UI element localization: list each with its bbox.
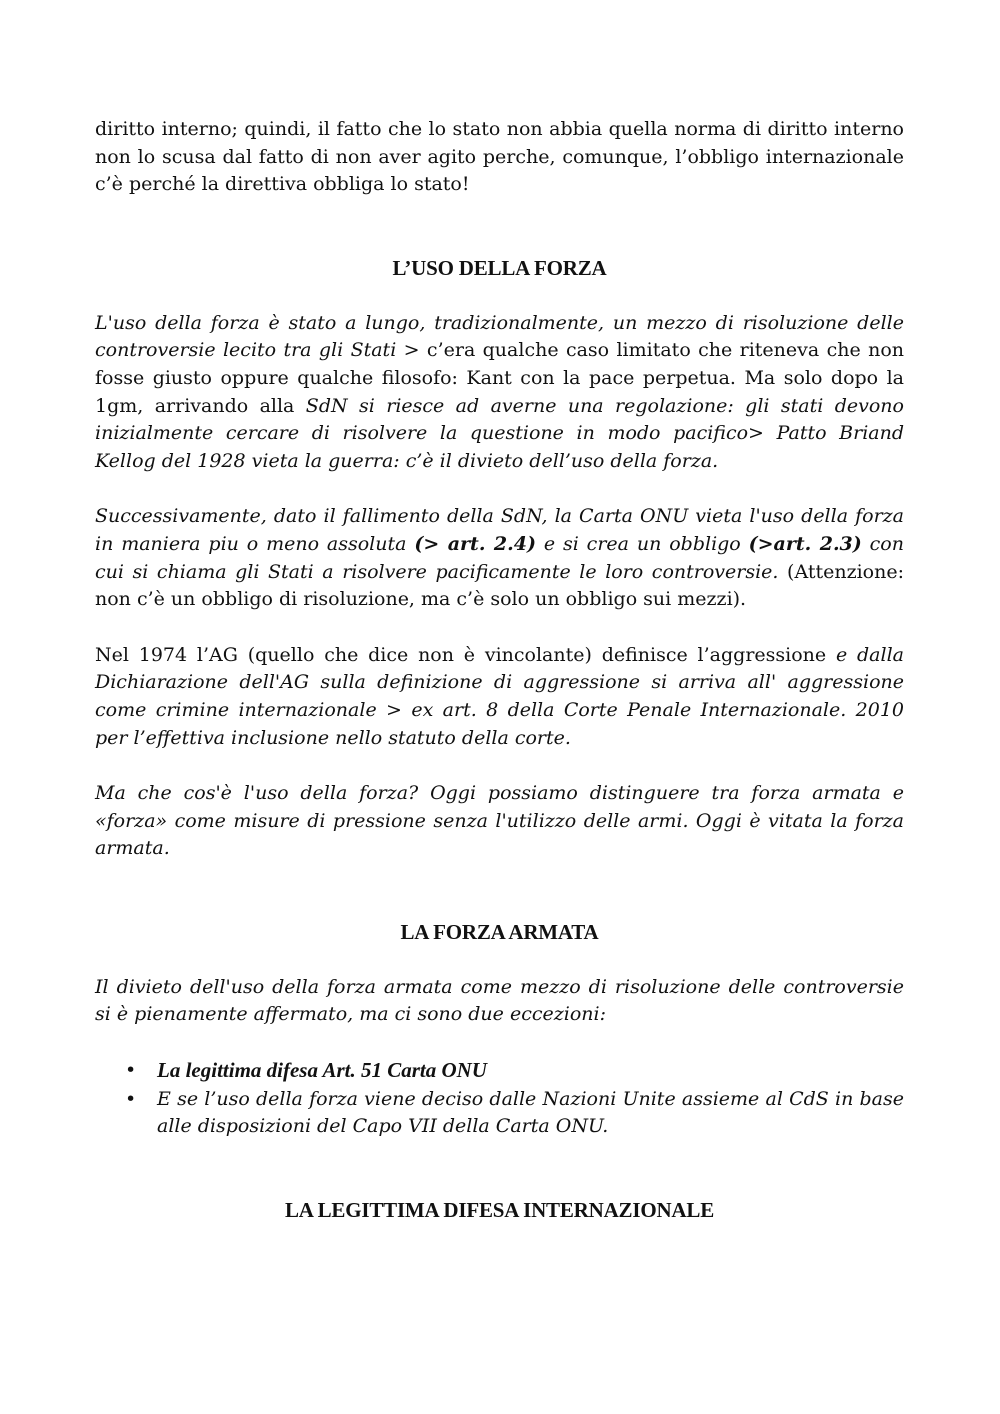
italic-text: Ma che cos'è l'uso della forza? Oggi possiamo distinguere tra forza armata e «forza» come misure di pressione senza l'utilizzo delle armi. Oggi è vitata la forza armata. [95, 782, 904, 860]
paragraph-definizione-forza [95, 780, 904, 863]
paragraph-uso-forza-history [95, 310, 904, 476]
italic-text: L'uso della forza è stato a lungo, tradizionalmente, un mezzo di risoluzione delle controversie lecito tra gli Stati [95, 311, 904, 362]
italic-text: e si crea un obbligo [535, 532, 749, 555]
paragraph-aggressione [95, 642, 904, 752]
list-item-text: La legittima difesa Art. 51 Carta ONU [157, 1058, 487, 1083]
list-item [125, 1086, 904, 1141]
intro-paragraph: diritto interno; quindi, il fatto che lo stato non abbia quella norma di diritto interno non lo scusa dal fatto di non aver agito perche, comunque, l’obbligo internazionale c’è perché la direttiva obbliga lo stato! [95, 118, 904, 196]
section-title-legittima-difesa: LA LEGITTIMA DIFESA INTERNAZIONALE [284, 1197, 715, 1222]
paragraph-carta-onu [95, 503, 904, 613]
document-page [95, 116, 904, 1224]
italic-text: con cui si chiama gli Stati a risolvere pacificamente le loro controversie. [95, 532, 904, 583]
list-item-text: E se l’uso della forza viene deciso dalle Nazioni Unite assieme al CdS in base alle disposizioni del Capo VII della Carta ONU. [157, 1087, 904, 1138]
article-reference: (>art. 2.3) [748, 532, 862, 555]
italic-text: e dalla Dichiarazione dell'AG sulla definizione di aggressione si arriva all' aggressione come crimine internazionale > ex art. 8 della Corte Penale Internazionale. 2010 per l’effettiva inclusione nello statuto della corte. [95, 643, 904, 749]
regular-text: > c’era qualche caso limitato che riteneva che non fosse giusto oppure qualche filosofo: Kant con la pace perpetua. Ma solo dopo la 1gm, arrivando alla [95, 339, 904, 417]
section-title-forza-armata: LA FORZA ARMATA [400, 919, 599, 944]
regular-text: (Attenzione: non c’è un obbligo di risoluzione, ma c’è solo un obbligo sui mezzi). [95, 560, 904, 611]
list-item [125, 1057, 904, 1086]
section-title-uso-della-forza: L’USO DELLA FORZA [392, 255, 607, 280]
italic-text: SdN si riesce ad averne una regolazione: gli stati devono inizialmente cercare di risolvere la questione in modo pacifico> Patto Briand Kellog del 1928 vieta la guerra: c’è il divieto dell’uso della forza. [95, 394, 904, 472]
exceptions-list [95, 1057, 904, 1141]
regular-text: Nel 1974 l’AG (quello che dice non è vincolante) definisce l’aggressione [95, 643, 836, 666]
italic-text: Successivamente, dato il fallimento della SdN, la Carta ONU vieta l'uso della forza in maniera piu o meno assoluta [95, 505, 904, 555]
article-reference: (> art. 2.4) [414, 532, 536, 555]
bullet-icon: • [125, 1059, 137, 1082]
paragraph-divieto: Il divieto dell'uso della forza armata come mezzo di risoluzione delle controversie si è pienamente affermato, ma ci sono due eccezioni: [95, 975, 904, 1026]
bullet-icon: • [125, 1087, 137, 1110]
